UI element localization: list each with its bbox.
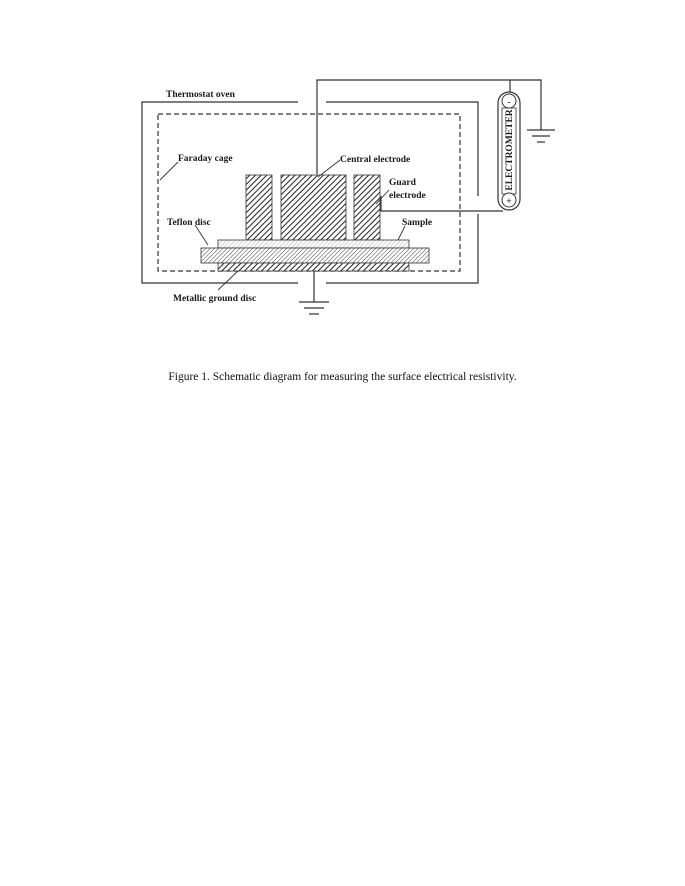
thermostat-oven-label: Thermostat oven (166, 90, 235, 100)
metallic-ground-disc-label: Metallic ground disc (173, 294, 257, 304)
electrometer-label: ELECTROMETER (505, 109, 515, 191)
electrometer-plus-label: + (506, 197, 512, 207)
central-electrode-leader (318, 160, 340, 177)
faraday-cage-label: Faraday cage (178, 154, 233, 164)
teflon-disc-leader (195, 225, 208, 245)
figure-caption: Figure 1. Schematic diagram for measuring the surface electrical resistivity. (168, 371, 517, 383)
metallic-ground-disc-leader (218, 271, 238, 290)
right-guard-electrode-block (354, 175, 380, 240)
sample-label: Sample (402, 218, 433, 228)
metallic-ground-disc (218, 263, 409, 271)
electrometer-minus-label: - (507, 98, 511, 108)
sample-layer (218, 240, 409, 248)
teflon-disc (201, 248, 429, 263)
central-electrode-block (281, 175, 346, 240)
left-guard-electrode-block (246, 175, 272, 240)
faraday-cage-leader (160, 162, 178, 180)
guard-electrode-label-line2: electrode (389, 191, 426, 201)
guard-electrode-label-line1: Guard (389, 178, 416, 188)
central-electrode-label: Central electrode (340, 155, 411, 165)
sample-leader (398, 226, 405, 240)
teflon-disc-label: Teflon disc (167, 218, 211, 228)
